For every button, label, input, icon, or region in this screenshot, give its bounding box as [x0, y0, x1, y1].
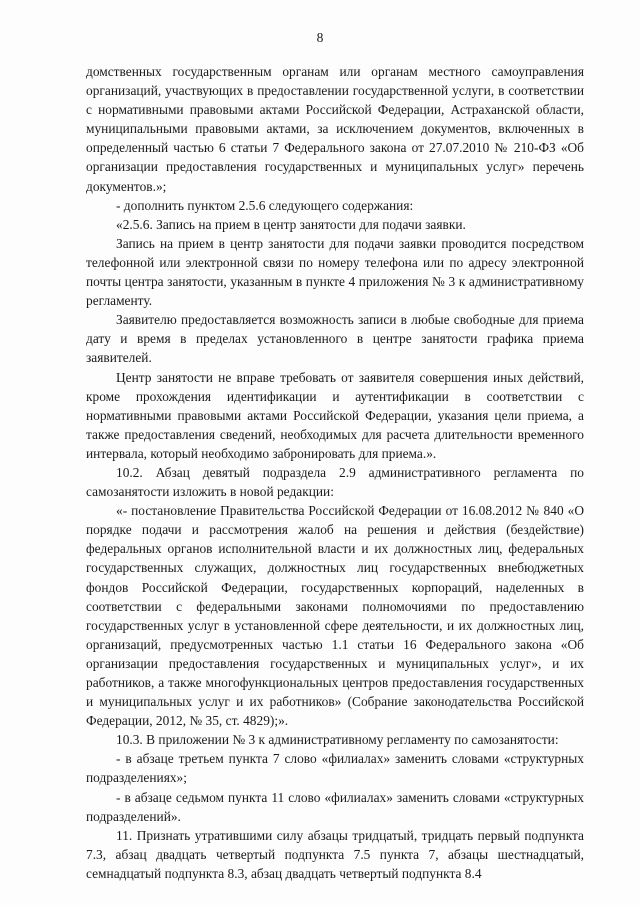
paragraph-continuation: домственных государственным органам или органам местного самоуправления организаций, участвующих в предоставлении государственной услуги, в соответствии с нормативными правовыми актами Российской Федерации, Астраханской области, муниципальными правовыми актами, за исключением документов, включенных в определенный частью 6 статьи 7 Федерального закона от 27.07.2010 № 210-ФЗ «Об организации предоставления государственных и муниципальных услуг» перечень документов.»;: [86, 64, 584, 194]
paragraph-point-7: - в абзаце третьем пункта 7 слово «филиалах» заменить словами «структурных подразделениях»;: [86, 751, 584, 786]
paragraph-center-restrictions: Центр занятости не вправе требовать от заявителя совершения иных действий, кроме прохождения идентификации и аутентификации в соответствии с нормативными правовыми актами Российской Федерации, указания цели приема, а также предоставления сведений, необходимых для расчета длительности временного интервала, который необходимо забронировать для приема.».: [86, 369, 584, 461]
paragraph-add-clause: - дополнить пунктом 2.5.6 следующего содержания:: [116, 197, 414, 213]
page-number: 8: [316, 30, 324, 45]
paragraph-11: 11. Признать утратившими силу абзацы тридцатый, тридцать первый подпункта 7.3, абзац двадцать четвертый подпункта 7.5 пункта 7, абзацы шестнадцатый, семнадцатый подпункта 8.3, абзац двадцать четвертый подпункта 8.4: [86, 827, 584, 881]
paragraph-10-2: 10.2. Абзац девятый подраздела 2.9 административного регламента по самозанятости изложить в новой редакции:: [86, 464, 584, 500]
paragraph-appointment-options: Заявителю предоставляется возможность записи в любые свободные для приема дату и время в пределах установленного в центре занятости графика приема заявителей.: [86, 312, 584, 366]
paragraph-point-11: - в абзаце седьмом пункта 11 слово «филиалах» заменить словами «структурных подразделений».: [86, 789, 584, 824]
paragraph-clause-title: «2.5.6. Запись на прием в центр занятости для подачи заявки.: [116, 216, 466, 232]
document-body: [86, 62, 584, 883]
paragraph-resolution-quote: «- постановление Правительства Российской Федерации от 16.08.2012 № 840 «О порядке подачи и рассмотрения жалоб на решения и действия (бездействие) федеральных органов исполнительной власти и их должностных лиц, федеральных государственных служащих, должностных лиц государственных внебюджетных фондов Российской Федерации, государственных корпораций, наделенных в соответствии с федеральными законами полномочиями по предоставлению государственных услуг в установленной сфере деятельности, и их должностных лиц, организаций, предусмотренных частью 1.1 статьи 16 Федерального закона «Об организации предоставления государственных и муниципальных услуг», и их работников, а также многофункциональных центров предоставления государственных и муниципальных услуг и их работников» (Собрание законодательства Российской Федерации, 2012, № 35, ст. 4829);».: [86, 503, 584, 729]
paragraph-appointment-procedure: Запись на прием в центр занятости для подачи заявки проводится посредством телефонной или электронной связи по номеру телефона или по адресу электронной почты центра занятости, указанным в пункте 4 приложения № 3 к административному регламенту.: [86, 235, 584, 309]
paragraph-10-3: 10.3. В приложении № 3 к административному регламенту по самозанятости:: [116, 732, 559, 748]
